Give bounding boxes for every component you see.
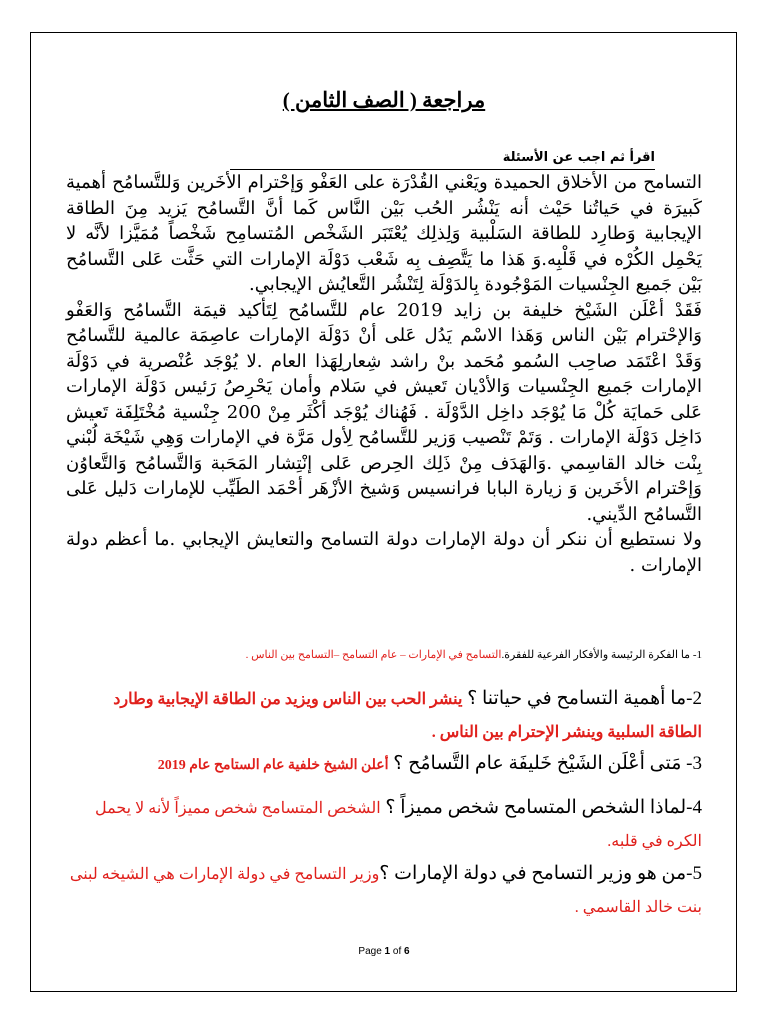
- page-title: مراجعة ( الصف الثامن ): [282, 88, 486, 112]
- question-4: [66, 792, 702, 858]
- passage-paragraph: ولا نستطيع أن ننكر أن دولة الإمارات دولة التسامح والتعايش الإيجابي .ما أعظم دولة الإمارات .: [66, 529, 702, 576]
- question-text: 2-ما أهمية التسامح في حياتنا ؟: [462, 688, 702, 709]
- reading-passage: [66, 170, 702, 578]
- question-text: 1- ما الفكرة الرئيسة والأفكار الفرعية للفقرة.: [501, 649, 702, 661]
- passage-paragraph: فَقَدْ أعْلَن الشَيْخ خليفة بن زايد 2019 عام للتَّسامُح لِتَأكيد قيمَة التَّسامُح وَالعَفْو وَالإحْترام بَيْن الناس وَهَذا الاسْم يَدُل عَلى أنْ دَوْلَة الإمارات عاصِمَة عالمية للتَّسامُح وَقَدْ اعْتَمَد صاحِب السُمو مُحَمد بنْ راشد شِعارلِهَذا العام .لا يُوْجَد عُنْصرية في دَوْلَة الإمارات جَميع الجِنْسيات وَالأدْيان تَعيش في سَلام وأمان يَحْرِصُ رَئيس دَوْلَة الإمارات عَلى حَمايَة كُلْ مَا يُوْجَد داخِل الدَّوْلَة . فَهُناك يُوْجَد أكْثَر مِنْ 200 جِنْسية مُخْتَلِفَة تَعيش دَاخِل دَوْلَة الإمارات . وَتَمْ تَنْصيب وَزير للتَّسامُح لِأول مَرَّة في الإمارات وَهِي شَيْخَة لُبْني بِنْت خالد القاسِمي .وَالهَدَف مِنْ ذَلِك الحِرص عَلى إنْتِشار المَحَبة وَالتَّسامُح وَالتَّعاوُن وَإحْترام الأخَرين وَ زيارة البابا فرانسيس وَشيخ الأزْهَر أحْمَد الطَيِّب للإمارات دَليل عَلى التَّسامُح الدِّيني.: [66, 299, 703, 525]
- answer-text: التسامح في الإمارات – عام التسامح –التسامح بين الناس .: [245, 649, 502, 661]
- question-2: [66, 683, 702, 749]
- current-page: 1: [384, 946, 391, 957]
- question-text: 5-من هو وزير التسامح في دولة الإمارات ؟: [379, 863, 702, 884]
- question-3: [66, 752, 702, 775]
- total-pages: 6: [404, 946, 410, 957]
- passage-paragraph: التسامح من الأخلاق الحميدة ويَعْني القُدْرَة على العَفْو وَإحْترام الأخَرين وَللتَّسامُح أهمية كَبيرَة في حَياتُنا حَيْث أنه يَنْشُر الحُب بَيْن النَّاس كَما أنَّ التَّسامُح يَزيد مِنَ الطاقة الإيجابية وَطارِد للطاقة السَلْبية وَلِذلِك يُعْتَبَر الشَخْص المُتسامِح شَخْصاً مُمَيَّزا لأنَّه لا يَحْمِل الكُرْه في قَلْبِه.وَ هَذا ما يَتَّصِف بِه شَعْب دَوْلَة الإمارات التي حَثَّت عَلى التَّسامُح بَيْن جَميع الجِنْسيات المَوْجُودة بِالدَوْلَة لِتَنْشُر التَّعايُش الإيجابي.: [66, 172, 702, 295]
- footer-middle: of: [390, 946, 405, 957]
- footer-prefix: Page: [358, 946, 385, 957]
- question-5: [66, 858, 702, 924]
- answer-text: الشخص المتسامح شخص مميزاً لأنه لا يحمل الكره في قلبه.: [94, 800, 702, 850]
- question-1: [66, 648, 702, 661]
- instruction: اقرأ ثم اجب عن الأسئلة: [230, 150, 655, 170]
- question-text: 4-لماذا الشخص المتسامح شخص مميزاً ؟: [380, 797, 702, 818]
- answer-text: ينشر الحب بين الناس ويزيد من الطاقة الإيجابية وطارد الطاقة السلبية وينشر الإحترام بين الناس .: [113, 691, 702, 741]
- page-footer: [0, 946, 768, 957]
- answer-text: أعلن الشيخ خلفية عام الستامح عام 2019: [157, 758, 389, 773]
- answer-text: وزير التسامح في دولة الإمارات هي الشيخه لبنى بنت خالد القاسمي .: [69, 866, 702, 916]
- question-text: 3- مَتى أعْلَن الشَيْخ خَليفَة عام التَّسامُح ؟: [388, 753, 702, 774]
